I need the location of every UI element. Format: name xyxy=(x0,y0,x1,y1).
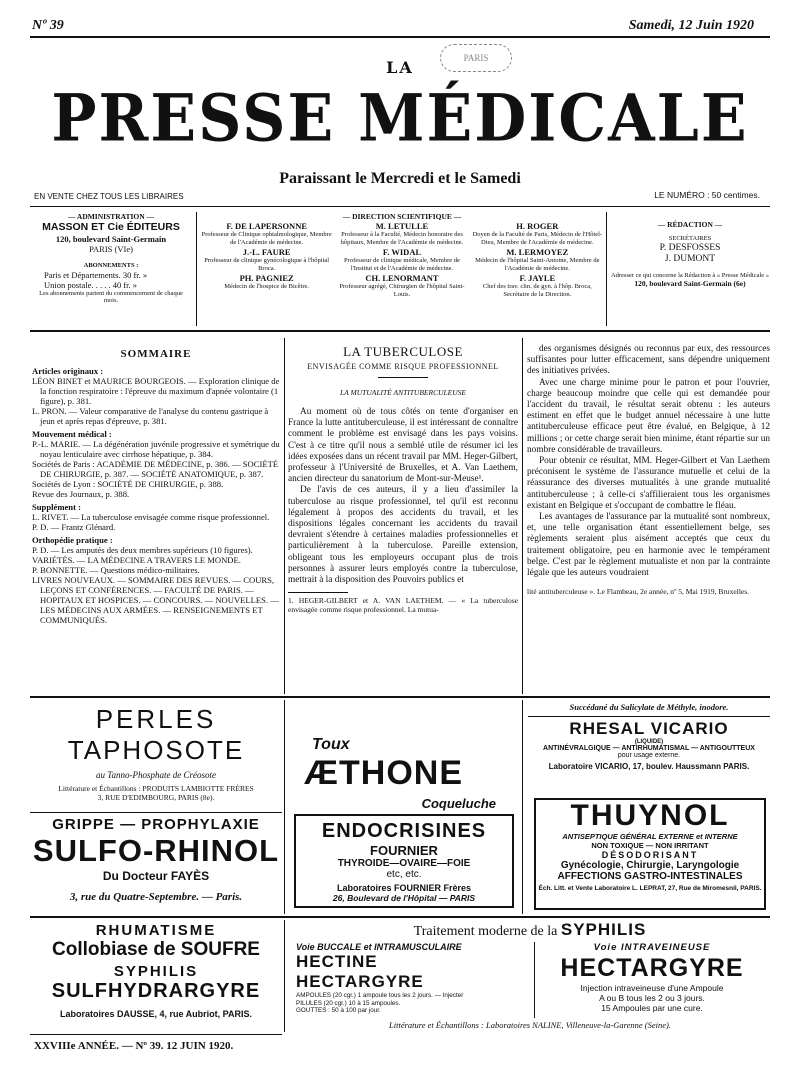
redaction-block xyxy=(610,220,770,288)
article-paragraph: des organismes désignés ou reconnus par eux, des ressources suffisantes pour lutter efficacement, sans dépendre uniquement des initiatives privées. xyxy=(527,344,770,377)
rule-admin xyxy=(196,212,197,326)
ad-dausse-line-4: SULFHYDRARGYRE xyxy=(51,980,261,1002)
ad-rhesal-line-3: ANTINÉVRALGIQUE — ANTIRHUMATISMAL — ANTIGOUTTEUX xyxy=(543,745,755,752)
publisher-address: 120, boulevard Saint-Germain xyxy=(55,234,167,244)
ad-aethone-name: ÆTHONE xyxy=(304,754,463,792)
ad-thuynol-line-2: ANTISEPTIQUE GÉNÉRAL EXTERNE et INTERNE xyxy=(562,832,738,841)
article-column-2 xyxy=(527,344,770,596)
secretaries-label: SECRÉTAIRES xyxy=(668,235,712,242)
ad-hect-r4: A ou B tous les 2 ou 3 jours. xyxy=(599,993,705,1003)
rule-footer xyxy=(30,1034,282,1035)
ad-thuynol-line-7: Éch. Litt. et Vente Laboratoire L. LEPRAT, 27, Rue de Miromesnil, PARIS. xyxy=(538,885,762,892)
sommaire-section: Supplément : xyxy=(32,502,81,512)
rule-top-info xyxy=(30,206,770,207)
subscription-note: Les abonnements partent du commencement de chaque mois. xyxy=(39,289,183,304)
sommaire-entry: VARIÉTÉS. — LA MÉDECINE A TRAVERS LE MONDE. xyxy=(32,555,241,565)
director-title: Professeur de clinique gynécologique à l'hôpital Broca. xyxy=(204,257,330,272)
sale-notice: EN VENTE CHEZ TOUS LES LIBRAIRES xyxy=(34,192,184,201)
ad-sulfo-rhinol xyxy=(32,816,280,916)
director-title: Professeur agrégé, Chirurgien de l'hôpital Saint-Louis. xyxy=(339,283,465,298)
rule-ad-3 xyxy=(284,920,285,1032)
secretary-2: J. DUMONT xyxy=(664,254,716,264)
ad-endo-line-5: Laboratoires FOURNIER Frères xyxy=(336,883,472,893)
director-name: F. WIDAL xyxy=(382,247,422,257)
article-paragraph: Pour obtenir ce résultat, MM. Heger-Gilbert et Van Laethem préconisent le système de l'assurance mutuelle et celui de la réassurance des diverses mutualités à une grande mutualité antituberculeuse ; à celle-ci s'affilieraient tous les organismes existant en Belgique et s'occupant de combattre le fléau. xyxy=(527,456,770,511)
ad-rhesal-rule xyxy=(528,716,770,717)
director-6 xyxy=(471,247,604,272)
ad-hect-header xyxy=(290,920,770,940)
sommaire-entry: LIVRES NOUVEAUX. — SOMMAIRE DES REVUES. — COURS, LEÇONS ET CONFÉRENCES. — FACULTÉ DE PARIS. — HOPITAUX ET HOSPICES. — CONCOURS. — NOUVELLES. — LES MÉDECINS AUX ARMÉES. — RENSEIGNEMENTS ET COMMUNIQUÉS. xyxy=(32,575,279,625)
ad-aethone-toux: Toux xyxy=(312,736,350,753)
library-stamp: PARIS xyxy=(440,44,512,72)
ad-endo-line-3: THYROIDE—OVAIRE—FOIE xyxy=(337,858,471,869)
admin-heading: — ADMINISTRATION — xyxy=(67,212,155,221)
director-name: J.-L. FAURE xyxy=(242,247,291,257)
header-rule xyxy=(30,36,770,38)
ad-hect-l6: GOUTTES : 50 à 100 par jour. xyxy=(296,1007,381,1014)
secretary-1: P. DESFOSSES xyxy=(659,242,721,253)
director-9 xyxy=(471,273,604,298)
director-title: Chef des trav. clin. de gyn. à l'hôp. Broca, Secrétaire de la Direction. xyxy=(482,283,592,298)
director-title: Professeur à la Faculté, Médecin honoraire des hôpitaux, Membre de l'Académie de médecine. xyxy=(340,231,464,246)
ad-sulfo-line-3: Du Docteur FAYÈS xyxy=(102,869,210,883)
director-name: PH. PAGNIEZ xyxy=(239,273,294,283)
director-title: Professeur de Clinique ophtalmologique, Membre de l'Académie de médecine. xyxy=(201,231,332,246)
ad-rhesal-line-1: RHESAL VICARIO xyxy=(569,719,729,738)
sommaire-section: Orthopédie pratique : xyxy=(32,535,113,545)
director-title: Professeur de clinique médicale, Membre de l'Institut et de l'Académie de médecine. xyxy=(344,257,460,272)
administration-block xyxy=(32,212,190,305)
rule-ads-2 xyxy=(30,916,770,918)
ad-hect-r3: Injection intraveineuse d'une Ampoule xyxy=(580,983,724,993)
article-subtitle: ENVISAGÉE COMME RISQUE PROFESSIONNEL xyxy=(307,362,499,371)
ad-dausse xyxy=(32,922,280,1032)
ad-perles-line-1: PERLES xyxy=(95,704,217,734)
sommaire-entry: P. D. — Les amputés des deux membres supérieurs (10 figures). xyxy=(32,545,253,555)
ad-endo-line-1: ENDOCRISINES xyxy=(321,820,487,842)
sommaire-entry: Sociétés de Paris : ACADÉMIE DE MÉDECINE, p. 386. — SOCIÉTÉ DE CHIRURGIE, p. 387. — SOCIÉTÉ ANATOMIQUE, p. 387. xyxy=(32,459,279,479)
ad-hect-l1: Voie BUCCALE et INTRAMUSCULAIRE xyxy=(296,942,462,952)
ad-dausse-line-3: SYPHILIS xyxy=(113,963,199,980)
ad-hect-header-2: SYPHILIS xyxy=(560,920,647,939)
ad-perles-line-3: au Tanno-Phosphate de Créosote xyxy=(96,770,216,780)
sommaire-section: Articles originaux : xyxy=(32,366,104,376)
footer-volume: XXVIIIe ANNÉE. — Nº 39. 12 JUIN 1920. xyxy=(34,1040,234,1052)
rule-ad-2 xyxy=(522,700,523,914)
article-section: LA MUTUALITÉ ANTITUBERCULEUSE xyxy=(340,388,466,397)
director-4 xyxy=(200,247,333,272)
ad-thuynol-line-3: NON TOXIQUE — NON IRRITANT xyxy=(591,841,709,850)
redaction-heading: — RÉDACTION — xyxy=(657,220,723,229)
sommaire-entry: P.-L. MARIE. — La dégénération juvénile progressive et symétrique du noyau lenticulaire avec cirrhose hépatique, p. 384. xyxy=(32,439,280,459)
director-1 xyxy=(200,221,333,246)
ad-sulfo-line-4: 3, rue du Quatre-Septembre. — Paris. xyxy=(69,891,243,903)
ad-hect-header-1: Traitement moderne de la xyxy=(413,924,558,939)
ad-endocrisines xyxy=(294,814,514,908)
issue-date: Samedi, 12 Juin 1920 xyxy=(628,18,754,33)
ad-sulfo-line-1: GRIPPE — PROPHYLAXIE xyxy=(52,816,260,833)
sommaire-entry: L. PRON. — Valeur comparative de l'analyse du contenu gastrique à jeun et après repas d'épreuve, p. 381. xyxy=(32,406,269,426)
redaction-note: Adresser ce qui concerne la Rédaction à « Presse Médicale » xyxy=(610,271,770,279)
direction-heading: — DIRECTION SCIENTIFIQUE — xyxy=(342,212,462,221)
article-paragraph: Les avantages de l'assurance par la mutualité sont nombreux, et, une telle organisation étant essentiellement belge, ses règlements seraient plus aisément acceptés que ceux du traitement obligatoire, peu en harmonie avec le tempérament belge. C'est par le règlement mutualiste et non par la contrainte légale que les auteurs voudraient xyxy=(527,512,770,579)
sommaire-entry: P. BONNETTE. — Questions médico-militaires. xyxy=(32,565,200,575)
rule-direction xyxy=(606,212,607,326)
director-name: M. LETULLE xyxy=(375,221,429,231)
masthead-la: LA xyxy=(386,58,414,77)
tagline: Paraissant le Mercredi et le Samedi xyxy=(279,170,521,187)
ad-hect-l3: HECTARGYRE xyxy=(296,972,424,991)
sommaire-entry: Revue des Journaux, p. 388. xyxy=(32,489,130,499)
ad-perles-line-4: Littérature et Échantillons : PRODUITS LAMBIOTTE FRÈRES xyxy=(58,784,254,793)
rule-ad-1 xyxy=(284,700,285,914)
publisher-name: MASSON ET Cie ÉDITEURS xyxy=(42,221,180,233)
sommaire-entry: L. RIVET. — La tuberculose envisagée comme risque professionnel. xyxy=(32,512,270,522)
sommaire-entry: Sociétés de Lyon : SOCIÉTÉ DE CHIRURGIE, p. 388. xyxy=(32,479,224,489)
ad-dausse-line-2: Collobiase de SOUFRE xyxy=(52,939,260,960)
ad-hect-l5: PILULES (20 cgr.) 10 à 15 ampoules. xyxy=(296,999,401,1007)
director-5 xyxy=(335,247,468,272)
sommaire-entry: P. D. — Frantz Glénard. xyxy=(32,522,116,532)
director-title: Médecin de l'hospice de Bicêtre. xyxy=(224,283,310,290)
ad-hect-footer: Littérature et Échantillons : Laboratoires NALINE, Villeneuve-la-Garenne (Seine). xyxy=(389,1020,671,1030)
director-title: Médecin de l'hôpital Saint-Antoine, Membre de l'Académie de médecine. xyxy=(475,257,600,272)
director-name: M. LERMOYEZ xyxy=(506,247,569,257)
director-title: Doyen de la Faculté de Paris, Médecin de l'Hôtel-Dieu, Membre de l'Académie de médecine. xyxy=(472,231,603,246)
rule-article xyxy=(522,338,523,694)
issue-number: Nº 39 xyxy=(32,18,64,33)
title-rule xyxy=(378,377,428,378)
article-paragraph: De l'avis de ces auteurs, il y a lieu d'assimiler la tuberculose au risque professionnel, tel qu'il est reconnu légalement à propos des accidents du travail, et les dispositions légales concernant les accidents du travail devraient s'étendre à certaines maladies professionnelles et particulièrement à la tuberculose. Pareille extension, obligeant tous les employeurs occupant plus de trois personnes à assurer leurs employés contre la tuberculose, mettrait à la disposition des Pouvoirs publics et xyxy=(288,485,518,586)
ad-perles-taphosote xyxy=(32,700,280,810)
ad-hect-l2: HECTINE xyxy=(296,952,378,971)
footnote-continued: lité antituberculeuse ». Le Flambeau, 2e année, nº 5, Mai 1919, Bruxelles. xyxy=(527,587,750,597)
director-name: CH. LENORMANT xyxy=(365,273,439,283)
direction-block xyxy=(200,212,604,298)
ad-rhesal-line-5: Laboratoire VICARIO, 17, boulev. Haussmann PARIS. xyxy=(548,762,750,771)
article-paragraph: Avec une charge minime pour le patron et pour l'ouvrier, charge beaucoup moindre que celle qui est demandée pour l'accident du travail, le résultat serait obtenu : les auteurs estiment en effet que le budget annuel nécessaire à une lutte antituberculeuse efficace peut être évalué, en Belgique, à 12 millions ; or cette charge serait bien minime, étant répartie sur un nombre considérable de travailleurs. xyxy=(527,377,770,455)
ad-perles-line-5: 3, RUE D'EDIMBOURG, PARIS (8e). xyxy=(97,793,215,802)
rule-below-header xyxy=(30,330,770,332)
footnote: 1. HEGER-GILBERT et A. VAN LAETHEM. — « La tuberculose envisagée comme risque professionnel. La mutua- xyxy=(288,596,518,615)
rule-ads xyxy=(30,696,770,698)
ad-rhesal-line-0: Succédané du Salicylate de Méthyle, inodore. xyxy=(569,702,729,712)
ad-rhesal-vicario xyxy=(528,700,770,796)
footnote-rule xyxy=(288,592,348,593)
director-8 xyxy=(335,273,468,298)
ad-thuynol-line-5: Gynécologie, Chirurgie, Laryngologie xyxy=(560,860,740,871)
ad-endo-line-6: 26, Boulevard de l'Hôpital — PARIS xyxy=(332,893,476,903)
price-notice: LE NUMÉRO : 50 centimes. xyxy=(654,190,760,200)
ad-thuynol-line-6: AFFECTIONS GASTRO-INTESTINALES xyxy=(557,871,743,882)
article-title: LA TUBERCULOSE xyxy=(343,344,463,359)
ad-hect-l4: AMPOULES (20 cgr.) 1 ampoule tous les 2 jours. — Injecter xyxy=(296,992,464,999)
publisher-city: PARIS (VIe) xyxy=(89,244,133,254)
director-name: F. DE LAPERSONNE xyxy=(226,221,308,231)
ad-hect-divider xyxy=(534,942,535,1018)
ad-dausse-line-1: RHUMATISME xyxy=(95,922,217,939)
ad-perles-line-2: TAPHOSOTE xyxy=(67,735,245,765)
ad-aethone-coqueluche: Coqueluche xyxy=(421,796,496,811)
masthead-title: PRESSE MÉDICALE xyxy=(51,81,749,157)
ad-hect-r5: 15 Ampoules par une cure. xyxy=(601,1003,703,1013)
ad-thuynol-line-4: DÉSODORISANT xyxy=(601,850,699,860)
ad-dausse-line-5: Laboratoires DAUSSE, 4, rue Aubriot, PARIS. xyxy=(59,1009,253,1019)
ad-thuynol-line-1: THUYNOL xyxy=(570,799,730,832)
ad-thuynol xyxy=(534,798,766,910)
sommaire xyxy=(32,348,280,625)
ad-hectine-hectargyre xyxy=(290,920,770,1034)
director-name: F. JAYLE xyxy=(519,273,556,283)
ad-rhesal-line-2: (LIQUIDE) xyxy=(634,739,664,745)
rule-ad-left-1 xyxy=(30,812,282,813)
ad-rhesal-line-4: pour usage externe. xyxy=(617,752,681,759)
subscriptions-heading: ABONNEMENTS : xyxy=(83,262,139,269)
sommaire-heading: SOMMAIRE xyxy=(120,348,192,360)
ad-endo-line-4: etc, etc. xyxy=(386,869,422,880)
ad-hect-r1: Voie INTRAVEINEUSE xyxy=(593,942,711,953)
ad-hect-right xyxy=(538,942,766,1013)
sommaire-entry: LÉON BINET et MAURICE BOURGEOIS. — Exploration clinique de la fonction respiratoire : l'épreuve du maximum d'apnée volontaire (1 figure), p. 381. xyxy=(32,376,280,406)
redaction-address: 120, boulevard Saint-Germain (6e) xyxy=(634,279,746,288)
subscription-paris: Paris et Départements. 30 fr. » xyxy=(44,269,148,280)
ad-sulfo-line-2: SULFO-RHINOL xyxy=(32,833,280,868)
director-7 xyxy=(200,273,333,298)
subscription-union: Union postale. . . . . 40 fr. » xyxy=(44,279,138,290)
rule-sommaire xyxy=(284,338,285,694)
ad-hect-left xyxy=(296,942,532,1015)
article-paragraph: Au moment où de tous côtés on tente d'organiser en France la lutte antituberculeuse, il est intéressant de connaître comment le problème est envisagé dans les pays voisins. C'est à ce titre qu'il nous a semblé utile de résumer ici les idées exposées dans un récent travail par MM. Heger-Gilbert, professeur à l'Université de Bruxelles, et A. Van Laethem, ancien directeur du sanatorium de Mont-sur-Meuse¹. xyxy=(288,407,518,485)
director-2 xyxy=(335,221,468,246)
ad-aethone xyxy=(290,702,518,812)
ad-hect-r2: HECTARGYRE xyxy=(560,954,744,982)
article-column-1 xyxy=(288,344,518,614)
director-3 xyxy=(471,221,604,246)
sommaire-section: Mouvement médical : xyxy=(32,429,112,439)
ad-endo-line-2: FOURNIER xyxy=(370,843,438,858)
director-name: H. ROGER xyxy=(516,221,559,231)
